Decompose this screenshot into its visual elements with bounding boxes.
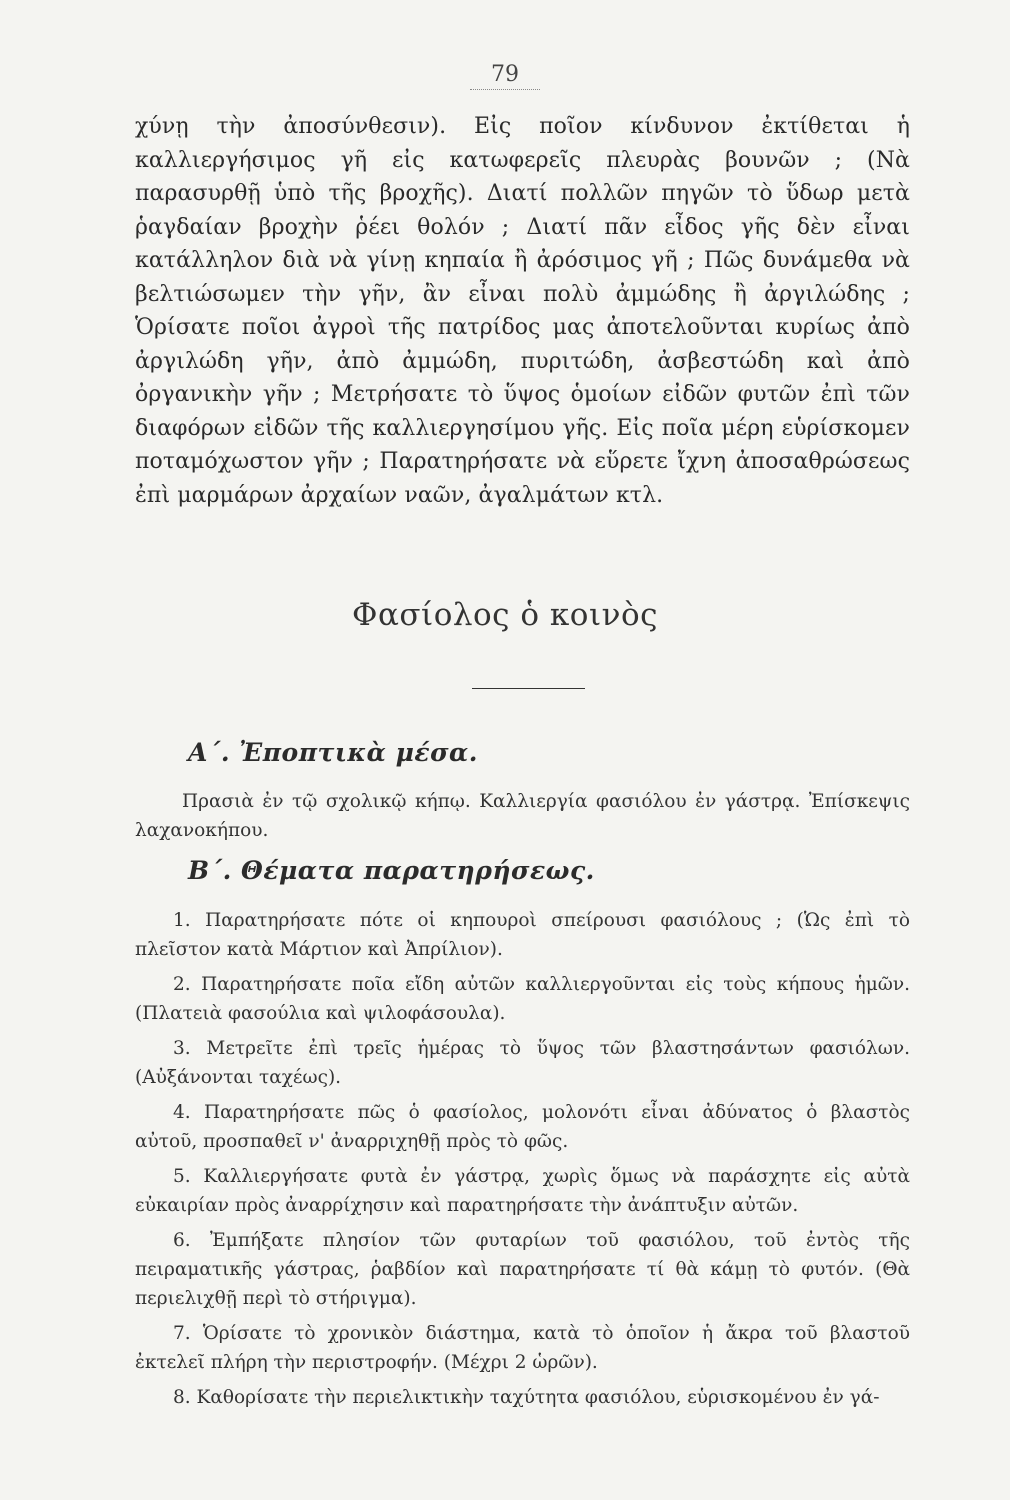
topic-item: 5. Καλλιεργήσατε φυτὰ ἐν γάστρᾳ, χωρὶς ὅμως νὰ παράσχητε εἰς αὐτὰ εὐκαιρίαν πρὸς ἀναρρίχησιν καὶ παρατηρήσατε τὴν ἀνάπτυξιν αὐτῶν. [135,1166,910,1216]
heading-visual-means: Α΄. Ἐποπτικὰ μέσα. [188,738,478,767]
topic-item: 4. Παρατηρήσατε πῶς ὁ φασίολος, μολονότι εἶναι ἀδύνατος ὁ βλαστὸς αὐτοῦ, προσπαθεῖ ν' ἀναρριχηθῇ πρὸς τὸ φῶς. [135,1102,910,1152]
visual-means-block [135,787,910,845]
page-number: 79 [470,62,540,90]
title-divider [472,688,585,689]
topic-item: 3. Μετρεῖτε ἐπὶ τρεῖς ἡμέρας τὸ ὕψος τῶν βλαστησάντων φασιόλων. (Αὐξάνονται ταχέως). [135,1038,910,1088]
topic-item: 6. Ἐμπήξατε πλησίον τῶν φυταρίων τοῦ φασιόλου, τοῦ ἐντὸς τῆς πειραματικῆς γάστρας, ῥαβδίον καὶ παρατηρήσατε τί θὰ κάμῃ τὸ φυτόν. (Θὰ περιελιχθῇ περὶ τὸ στήριγμα). [135,1230,910,1309]
topic-item: 8. Καθορίσατε τὴν περιελικτικὴν ταχύτητα φασιόλου, εὑρισκομένου ἐν γά- [173,1387,880,1408]
topic-item: 7. Ὁρίσατε τὸ χρονικὸν διάστημα, κατὰ τὸ ὁποῖον ἡ ἄκρα τοῦ βλαστοῦ ἐκτελεῖ πλήρη τὴν περιστροφήν. (Μέχρι 2 ὡρῶν). [135,1323,910,1373]
visual-means-text: Πρασιὰ ἐν τῷ σχολικῷ κήπῳ. Καλλιεργία φασιόλου ἐν γάστρᾳ. Ἐπίσκεψις λαχανοκήπου. [135,791,910,841]
section-title: Φασίολος ὁ κοινὸς [352,597,658,633]
topic-item: 2. Παρατηρήσατε ποῖα εἴδη αὐτῶν καλλιεργοῦνται εἰς τοὺς κήπους ἡμῶν. (Πλατειὰ φασούλια καὶ ψιλοφάσουλα). [135,974,910,1024]
topic-item: 1. Παρατηρήσατε πότε οἱ κηπουροὶ σπείρουσι φασιόλους ; (Ὡς ἐπὶ τὸ πλεῖστον κατὰ Μάρτιον καὶ Ἀπρίλιον). [135,910,910,960]
intro-text-block [135,110,910,512]
observation-topics-list [135,906,910,1418]
intro-paragraph: χύνῃ τὴν ἀποσύνθεσιν). Εἰς ποῖον κίνδυνον ἐκτίθεται ἡ καλλιεργήσιμος γῆ εἰς κατωφερεῖς πλευρὰς βουνῶν ; (Νὰ παρασυρθῇ ὑπὸ τῆς βροχῆς). Διατί πολλῶν πηγῶν τὸ ὕδωρ μετὰ ῥαγδαίαν βροχὴν ῥέει θολόν ; Διατί πᾶν εἶδος γῆς δὲν εἶναι κατάλληλον διὰ νὰ γίνῃ κηπαία ἢ ἀρόσιμος γῆ ; Πῶς δυνάμεθα νὰ βελτιώσωμεν τὴν γῆν, ἂν εἶναι πολὺ ἀμμώδης ἢ ἀργιλώδης ; Ὁρίσατε ποῖοι ἀγροὶ τῆς πατρίδος μας ἀποτελοῦνται κυρίως ἀπὸ ἀργιλώδη γῆν, ἀπὸ ἀμμώδη, πυριτώδη, ἀσβεστώδη καὶ ἀπὸ ὀργανικὴν γῆν ; Μετρήσατε τὸ ὕψος ὁμοίων εἰδῶν φυτῶν ἐπὶ τῶν διαφόρων εἰδῶν τῆς καλλιεργησίμου γῆς. Εἰς ποῖα μέρη εὑρίσκομεν ποταμόχωστον γῆν ; Παρατηρήσατε νὰ εὕρετε ἴχνη ἀποσαθρώσεως ἐπὶ μαρμάρων ἀρχαίων ναῶν, ἀγαλμάτων κτλ. [135,114,910,508]
heading-observation-topics: Β΄. Θέματα παρατηρήσεως. [188,856,595,885]
